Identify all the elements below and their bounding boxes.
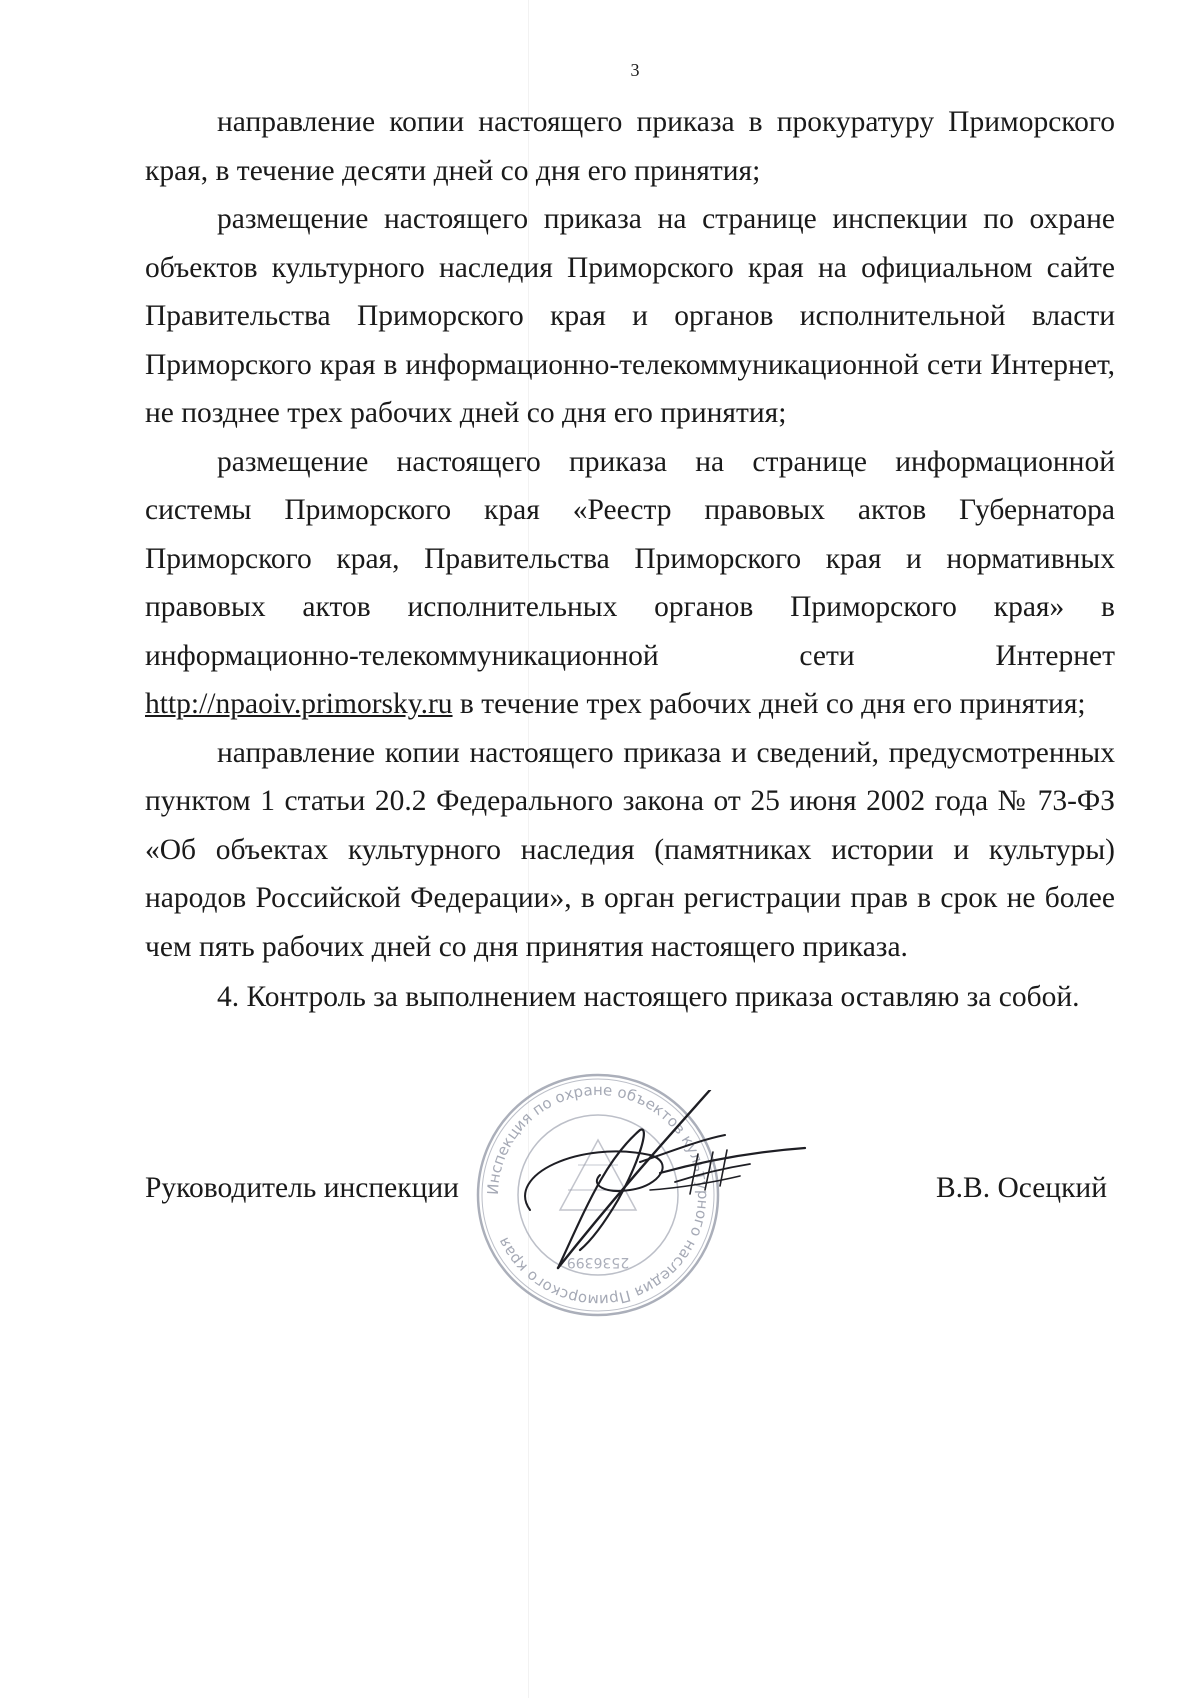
- page-number: 3: [630, 60, 640, 80]
- paragraph-prosecutor-copy: направление копии настоящего приказа в прокуратуру Приморского края, в течение десяти дней со дня его принятия;: [145, 106, 1115, 187]
- paragraph-legal-registry: [145, 438, 1115, 729]
- registry-text-after-link: в течение трех рабочих дней со дня его принятия;: [452, 688, 1086, 720]
- document-body: [145, 98, 1115, 1022]
- paragraph-control-clause: 4. Контроль за выполнением настоящего приказа оставляю за собой.: [217, 981, 1080, 1013]
- signatory-role: Руководитель инспекции: [145, 1172, 459, 1204]
- paragraph-registration-authority: направление копии настоящего приказа и сведений, предусмотренных пунктом 1 статьи 20.2 Федерального закона от 25 июня 2002 года № 73-ФЗ «Об объектах культурного наследия (памятниках истории и культуры) народов Российской Федерации», в орган регистрации прав в срок не более чем пять рабочих дней со дня принятия настоящего приказа.: [145, 736, 1115, 963]
- registry-link[interactable]: http://npaoiv.primorsky.ru: [145, 688, 453, 720]
- signatory-name: В.В. Осецкий: [935, 1172, 1107, 1204]
- handwritten-signature: [500, 1090, 840, 1280]
- stamp-outer-text: Инспекция по охране объектов культурного наследия Приморского края: [483, 1080, 713, 1310]
- registry-text-before-link: размещение настоящего приказа на странице информационной системы Приморского края «Реестр правовых актов Губернатора Приморского края, Правительства Приморского края и нормативных правовых актов исполнительных органов Приморского края» в информационно-телекоммуникационной сети Интернет: [145, 445, 1115, 672]
- paragraph-official-site: размещение настоящего приказа на странице инспекции по охране объектов культурного наследия Приморского края на официальном сайте Правительства Приморского края и органов исполнительной власти Приморского края в информационно-телекоммуникационной сети Интернет, не позднее трех рабочих дней со дня его принятия;: [145, 203, 1115, 429]
- stamp-number: 2536399: [566, 1254, 630, 1270]
